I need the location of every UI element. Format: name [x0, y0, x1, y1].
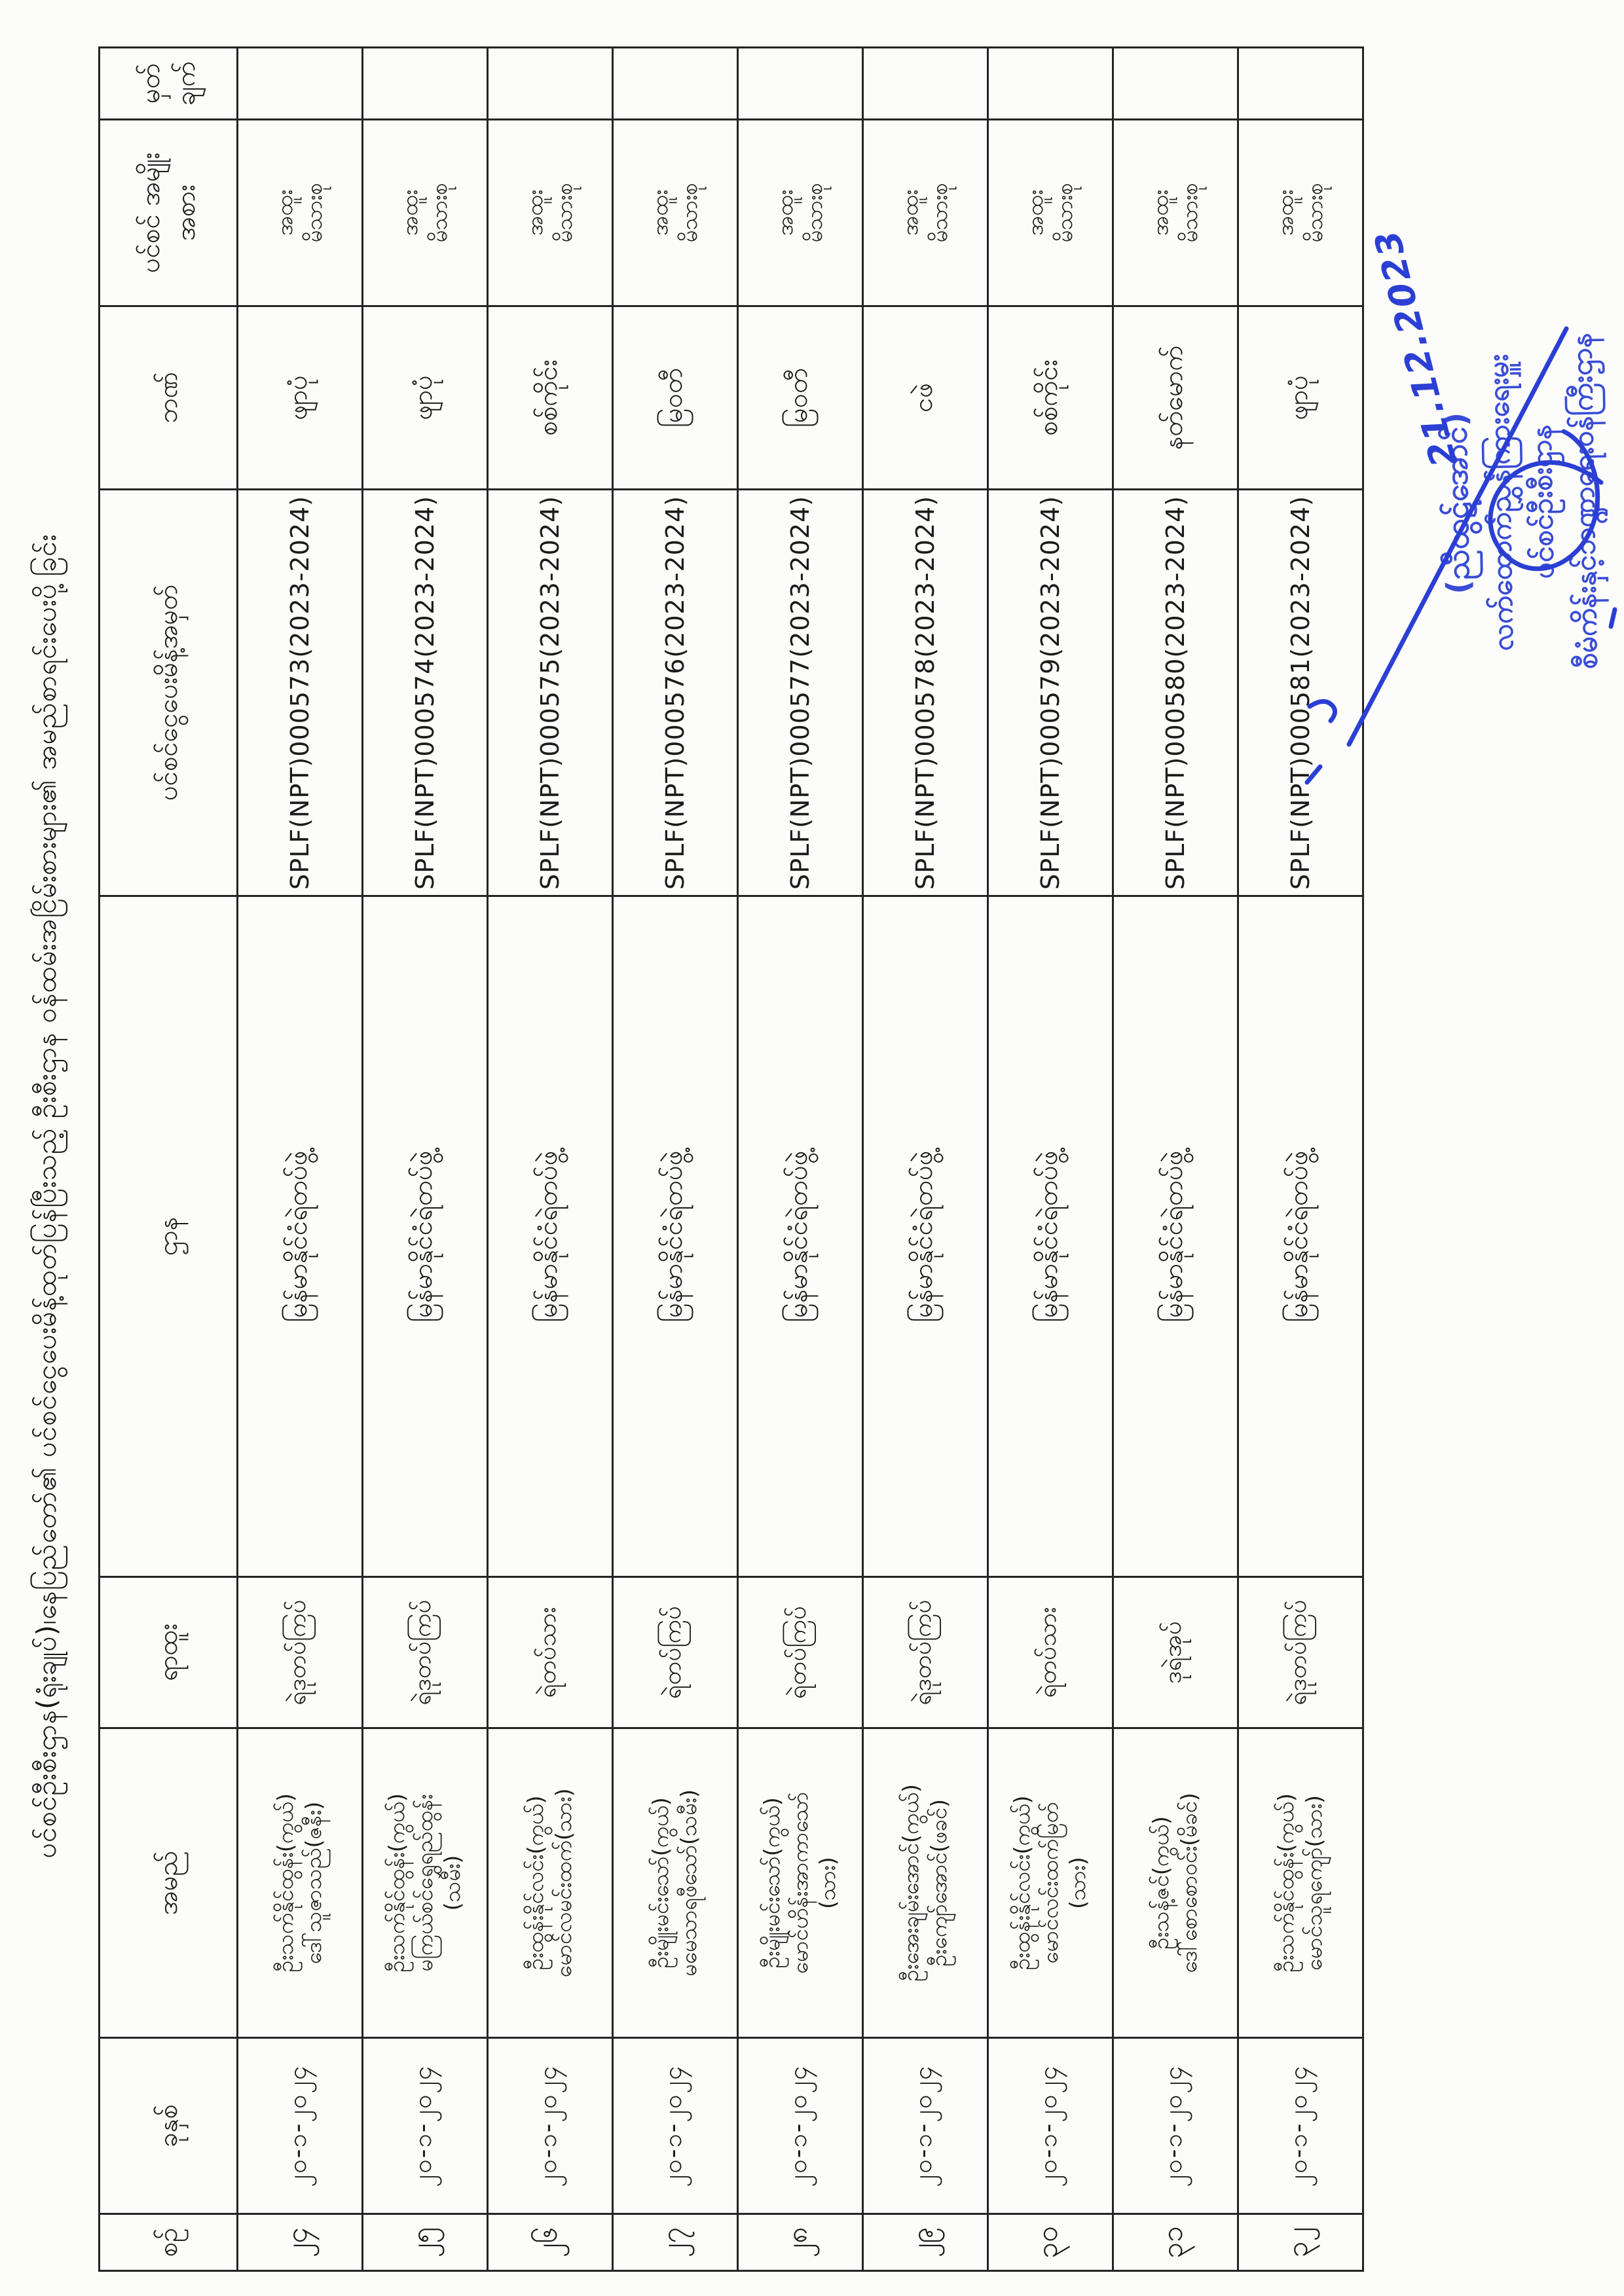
handwritten-date: 21.12.2023 — [1365, 225, 1466, 471]
row-year: ၂၀-၁-၂၀၂၄ — [363, 2038, 488, 2214]
row-year: ၂၀-၁-၂၀၂၄ — [1238, 2038, 1363, 2214]
row-order-number: SPLF(NPT)000575(2023-2024) — [488, 489, 613, 896]
row-pension-type-line: မိသားစု — [676, 183, 702, 243]
row-name — [1238, 1728, 1363, 2038]
row-department: မြန်မာနိုင်ငံရဲတပ်ဖွဲ့ — [488, 896, 613, 1577]
row-name-line: မောင်ဟိန်းအာကာသော် — [786, 1791, 813, 1975]
column-header-year: ခုနှစ် — [100, 2038, 238, 2214]
row-pension-type — [1113, 119, 1238, 306]
table-row — [1113, 47, 1238, 2270]
signature-dash — [1611, 610, 1615, 627]
row-order-number: SPLF(NPT)000577(2023-2024) — [738, 489, 863, 896]
row-order-number: SPLF(NPT)000578(2023-2024) — [863, 489, 988, 896]
row-remark — [613, 47, 738, 119]
handwritten-signature — [1244, 201, 1624, 790]
row-name-line: ဦးသက်နိုင်ထွန်း(ကွယ်) — [272, 1793, 299, 1973]
row-serial: ၂၉ — [863, 2214, 988, 2271]
row-serial: ၃၂ — [1238, 2214, 1363, 2271]
row-department: မြန်မာနိုင်ငံရဲတပ်ဖွဲ့ — [988, 896, 1113, 1577]
row-pension-type — [613, 119, 738, 306]
row-department: မြန်မာနိုင်ငံရဲတပ်ဖွဲ့ — [238, 896, 363, 1577]
row-remark — [1238, 47, 1363, 119]
row-serial: ၃၁ — [1113, 2214, 1238, 2271]
row-bank: စစ်ကိုင်း — [488, 306, 613, 489]
row-bank: ငဖဲ — [863, 306, 988, 489]
row-name — [738, 1728, 863, 2038]
row-pension-type-line: မိသားစု — [1302, 183, 1327, 243]
row-name — [863, 1728, 988, 2038]
row-serial: ၃၀ — [988, 2214, 1113, 2271]
row-year: ၂၀-၁-၂၀၂၄ — [488, 2038, 613, 2214]
row-pension-type — [738, 119, 863, 306]
row-order-number: SPLF(NPT)000581(2023-2024) — [1238, 489, 1363, 896]
row-pension-type-line: အထူး — [522, 189, 548, 236]
row-name-line: မောင်လင်းထက်မြတ် — [1037, 1802, 1063, 1964]
row-name-line: ဦးမျိုးမင်းသော်(ကွယ်) — [648, 1797, 674, 1969]
row-bank: ဖျာပုံ — [363, 306, 488, 489]
row-name-line: မောင်သူရကျော်(သား) — [1301, 1795, 1327, 1971]
row-name — [613, 1728, 738, 2038]
table-row — [613, 47, 738, 2270]
row-pension-type — [238, 119, 363, 306]
row-name-line: မောင်လမင်းထက်(သား) — [551, 1788, 576, 1978]
table-row — [238, 47, 363, 2270]
row-name — [988, 1728, 1113, 2038]
row-name-line: ဦးအေးချမ်းအောင်(ကွယ်) — [898, 1784, 924, 1982]
table-header-row — [100, 47, 238, 2270]
row-bank: ဖျာပုံ — [1238, 306, 1363, 489]
row-department: မြန်မာနိုင်ငံရဲတပ်ဖွဲ့ — [863, 896, 988, 1577]
row-pension-type-line: မိသားစု — [1177, 183, 1202, 243]
column-header-serial: စဉ် — [100, 2214, 238, 2271]
row-order-number: SPLF(NPT)000576(2023-2024) — [613, 489, 738, 896]
row-year: ၂၀-၁-၂၀၂၄ — [238, 2038, 363, 2214]
row-rank: ရဲတပ်ကြပ် — [738, 1577, 863, 1728]
row-serial: ၂၅ — [363, 2214, 488, 2271]
signature-tick — [1307, 767, 1320, 782]
row-year: ၂၀-၁-၂၀၂၄ — [1113, 2038, 1238, 2214]
row-order-number: SPLF(NPT)000573(2023-2024) — [238, 489, 363, 896]
column-header-bank: ဘဏ် — [100, 306, 238, 489]
row-pension-type — [488, 119, 613, 306]
row-bank: စစ်ကိုင်း — [988, 306, 1113, 489]
table-row — [988, 47, 1113, 2270]
row-name-line: ဦးမျိုးမင်းသော်(ကွယ်) — [758, 1797, 784, 1969]
row-department: မြန်မာနိုင်ငံရဲတပ်ဖွဲ့ — [1113, 896, 1238, 1577]
row-name-line: ဦးသက်နိုင်ထွန်း(ကွယ်) — [1273, 1793, 1299, 1973]
column-header-dept: ဌာန — [100, 896, 238, 1577]
table-row — [863, 47, 988, 2270]
row-serial: ၂၆ — [488, 2214, 613, 2271]
table-row — [488, 47, 613, 2270]
stamp-position: လက်ထောက်ညွှန်ကြားရေးမှူး — [1481, 354, 1520, 651]
row-pension-type-line: မိသားစု — [802, 183, 827, 243]
row-bank: မြဝတီ — [738, 306, 863, 489]
row-remark — [238, 47, 363, 119]
row-year: ၂၀-၁-၂၀၂၄ — [613, 2038, 738, 2214]
column-header-rank: ရာထူး — [100, 1577, 238, 1728]
row-pension-type-line: အထူး — [272, 189, 298, 236]
row-serial: ၂၄ — [238, 2214, 363, 2271]
row-name-line: ဦးထွန်းနိုင်လင်း(ကွယ်) — [1008, 1795, 1035, 1971]
row-pension-type-line: မိသားစု — [551, 183, 577, 243]
row-pension-type-line: မိသားစု — [301, 183, 327, 243]
row-name-line: ဦးသက်နိုင်ထွန်း(ကွယ်) — [383, 1793, 409, 1973]
row-rank: ရဲတပ်ကြပ် — [613, 1577, 738, 1728]
row-pension-type-line: အထူး — [1022, 189, 1048, 236]
page-title: ပင်စင်ဦးစီးဌာန(ရုံးချုပ်)၊နေပြည်တော်၏ ပင်စင်ငွေပေးမိန့်ထုတ်ပြန်ပြီးသည့် ဦးစီးဌာန ဝန်ထမ်းအငြိမ်းစားများ၏ အမည်စာရင်းပေးပို့ခြင်း — [31, 534, 62, 1859]
row-pension-type-line: မိသားစု — [927, 183, 952, 243]
row-name-line: မကြယ်စင်ရွှေရည်ထွန်း — [411, 1794, 437, 1972]
column-header-orderno: ပင်စင်ငွေပေးမိန့်အမှတ် — [100, 489, 238, 896]
row-name-line: မမေသာရဖီသော်(သမီး) — [676, 1789, 701, 1977]
row-order-number: SPLF(NPT)000580(2023-2024) — [1113, 489, 1238, 896]
row-department: မြန်မာနိုင်ငံရဲတပ်ဖွဲ့ — [1238, 896, 1363, 1577]
row-department: မြန်မာနိုင်ငံရဲတပ်ဖွဲ့ — [613, 896, 738, 1577]
row-serial: ၂၇ — [613, 2214, 738, 2271]
signature-slash — [1349, 329, 1566, 744]
row-name — [1113, 1728, 1238, 2038]
row-rank: ဒုရဲအုပ် — [1113, 1577, 1238, 1728]
column-header-type: ပင်စင် အမျိုးအစား — [100, 119, 238, 306]
row-pension-type-line: အထူး — [897, 189, 923, 236]
row-bank: နတ်မောက် — [1113, 306, 1238, 489]
row-order-number: SPLF(NPT)000574(2023-2024) — [363, 489, 488, 896]
row-rank: ရဲဒုတပ်ကြပ် — [1238, 1577, 1363, 1728]
table-row — [363, 47, 488, 2270]
row-pension-type-line: အထူး — [397, 189, 423, 236]
stamp-department: ပင်စင်ဦးစီးဌာန — [1524, 424, 1561, 579]
pension-list-table — [98, 46, 1364, 2272]
row-bank: ဖျာပုံ — [238, 306, 363, 489]
row-department: မြန်မာနိုင်ငံရဲတပ်ဖွဲ့ — [738, 896, 863, 1577]
row-pension-type — [988, 119, 1113, 306]
row-rank: ရဲဒုတပ်ကြပ် — [863, 1577, 988, 1728]
row-rank: ရဲဒုတပ်ကြပ် — [363, 1577, 488, 1728]
row-name-line: ဒေါ်သူဇာသည်(ဇနီး) — [301, 1801, 326, 1965]
row-rank: ရဲတပ်သား — [988, 1577, 1113, 1728]
row-pension-type-line: အထူး — [772, 189, 798, 236]
row-year: ၂၀-၁-၂၀၂၄ — [988, 2038, 1113, 2214]
row-name-line: (သား) — [1065, 1857, 1091, 1909]
column-header-name: အမည် — [100, 1728, 238, 2038]
row-remark — [863, 47, 988, 119]
row-order-number: SPLF(NPT)000579(2023-2024) — [988, 489, 1113, 896]
row-pension-type-line: အထူး — [1147, 189, 1173, 236]
row-name-line: ဦးကျော်အောင်(ဖခင်) — [926, 1799, 951, 1967]
row-serial: ၂၈ — [738, 2214, 863, 2271]
row-pension-type — [863, 119, 988, 306]
row-department: မြန်မာနိုင်ငံရဲတပ်ဖွဲ့ — [363, 896, 488, 1577]
row-bank: မြဝတီ — [613, 306, 738, 489]
row-name-line: ဦးထွန်းနိုင်လင်း(ကွယ်) — [523, 1795, 549, 1971]
row-pension-type-line: မိသားစု — [426, 183, 452, 243]
table-row — [738, 47, 863, 2270]
signature-flourish — [1310, 701, 1335, 721]
row-name — [238, 1728, 363, 2038]
row-remark — [1113, 47, 1238, 119]
row-pension-type-line: အထူး — [1272, 189, 1299, 236]
row-rank: ရဲဒုတပ်ကြပ် — [238, 1577, 363, 1728]
stamp-signatory-name: (ညီထွဋ်အောင်) — [1437, 412, 1477, 595]
row-name-line: ဒေါ်စောစောဝင်း(မိခင်) — [1176, 1793, 1202, 1973]
row-name-line: ဦးသန့်ဇင်(ကွယ်) — [1148, 1816, 1174, 1950]
row-name-line: (သမီး) — [439, 1855, 466, 1911]
row-remark — [363, 47, 488, 119]
row-pension-type-line: မိသားစု — [1052, 183, 1077, 243]
row-name-line: (သား) — [815, 1857, 841, 1909]
row-remark — [988, 47, 1113, 119]
row-remark — [738, 47, 863, 119]
row-name — [488, 1728, 613, 2038]
row-pension-type-line: အထူး — [647, 189, 673, 236]
row-pension-type — [363, 119, 488, 306]
signature-loop — [1490, 431, 1601, 569]
row-year: ၂၀-၁-၂၀၂၄ — [738, 2038, 863, 2214]
row-year: ၂၀-၁-၂၀၂၄ — [863, 2038, 988, 2214]
stamp-ministry: စီမံကိန်းနှင့်ဘဏ္ဍာရေးဝန်ကြီးဌာန — [1564, 333, 1604, 670]
row-rank: ရဲတပ်သား — [488, 1577, 613, 1728]
row-name — [363, 1728, 488, 2038]
row-remark — [488, 47, 613, 119]
column-header-remark: မှတ် ချက် — [100, 47, 238, 119]
